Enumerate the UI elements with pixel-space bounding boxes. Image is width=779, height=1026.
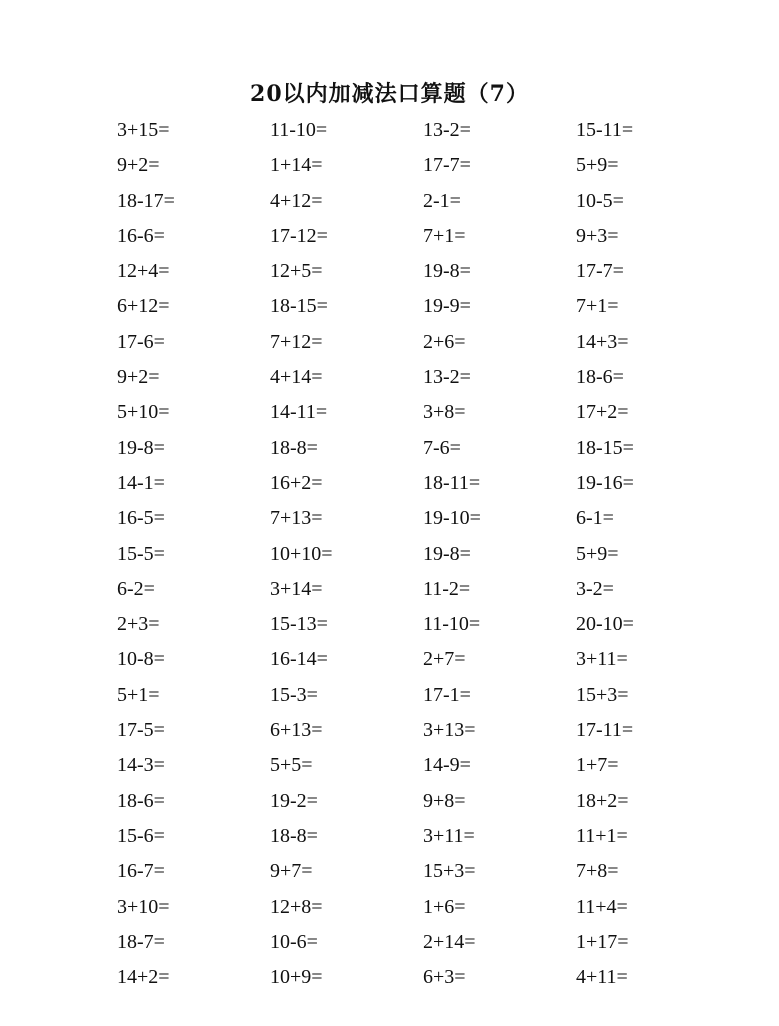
arithmetic-problem: 5+10= <box>117 401 170 424</box>
arithmetic-problem: 1+14= <box>270 154 323 177</box>
arithmetic-problem: 6+3= <box>423 966 466 989</box>
arithmetic-problem: 19-8= <box>423 542 471 565</box>
arithmetic-problem: 18-6= <box>576 366 624 389</box>
arithmetic-problem: 15+3= <box>576 683 629 706</box>
arithmetic-problem: 4+11= <box>576 966 628 989</box>
arithmetic-problem: 18-6= <box>117 789 165 812</box>
arithmetic-problem: 6-1= <box>576 507 614 530</box>
arithmetic-problem: 9+8= <box>423 789 466 812</box>
arithmetic-problem: 6+13= <box>270 719 323 742</box>
arithmetic-problem: 16-7= <box>117 860 165 883</box>
arithmetic-problem: 3+14= <box>270 577 323 600</box>
arithmetic-problem: 11-2= <box>423 577 471 600</box>
arithmetic-problem: 7-6= <box>423 436 461 459</box>
arithmetic-problem: 9+2= <box>117 154 160 177</box>
arithmetic-problem: 10+9= <box>270 966 323 989</box>
arithmetic-problem: 19-16= <box>576 471 634 494</box>
arithmetic-problem: 17-7= <box>576 260 624 283</box>
arithmetic-problem: 7+1= <box>576 295 619 318</box>
arithmetic-problem: 15+3= <box>423 860 476 883</box>
arithmetic-problem: 15-13= <box>270 613 328 636</box>
arithmetic-problem: 7+8= <box>576 860 619 883</box>
arithmetic-problem: 2+7= <box>423 648 466 671</box>
arithmetic-problem: 7+1= <box>423 224 466 247</box>
arithmetic-problem: 5+9= <box>576 154 619 177</box>
arithmetic-problem: 18-15= <box>270 295 328 318</box>
arithmetic-problem: 3+8= <box>423 401 466 424</box>
arithmetic-problem: 16-5= <box>117 507 165 530</box>
arithmetic-problem: 17-5= <box>117 719 165 742</box>
arithmetic-problem: 12+8= <box>270 895 323 918</box>
arithmetic-problem: 11-10= <box>270 119 328 141</box>
arithmetic-problem: 17-7= <box>423 154 471 177</box>
arithmetic-problem: 3-2= <box>576 577 614 600</box>
arithmetic-problem: 17-1= <box>423 683 471 706</box>
arithmetic-problem: 14-11= <box>270 401 328 424</box>
arithmetic-problem: 16+2= <box>270 471 323 494</box>
arithmetic-problem: 19-9= <box>423 295 471 318</box>
arithmetic-problem: 3+10= <box>117 895 170 918</box>
arithmetic-problem: 17-11= <box>576 719 634 742</box>
arithmetic-problem: 11+1= <box>576 824 628 847</box>
arithmetic-problem: 6-2= <box>117 577 155 600</box>
arithmetic-problem: 18-8= <box>270 824 318 847</box>
arithmetic-problem: 12+5= <box>270 260 323 283</box>
arithmetic-problem: 2-1= <box>423 189 461 212</box>
arithmetic-problem: 2+14= <box>423 930 476 953</box>
arithmetic-problem: 2+3= <box>117 613 160 636</box>
arithmetic-problem: 10+10= <box>270 542 333 565</box>
arithmetic-problem: 3+15= <box>117 119 170 141</box>
arithmetic-problem: 16-6= <box>117 224 165 247</box>
arithmetic-problem: 9+7= <box>270 860 313 883</box>
arithmetic-problem: 14+3= <box>576 330 629 353</box>
arithmetic-problem: 19-10= <box>423 507 481 530</box>
arithmetic-problem: 3+11= <box>576 648 628 671</box>
arithmetic-problem: 15-11= <box>576 119 634 141</box>
arithmetic-problem: 18-7= <box>117 930 165 953</box>
arithmetic-problem: 6+12= <box>117 295 170 318</box>
arithmetic-problem: 4+14= <box>270 366 323 389</box>
worksheet-title: 20以内加减法口算题（7） <box>250 81 529 107</box>
arithmetic-problem: 16-14= <box>270 648 328 671</box>
arithmetic-problem: 15-3= <box>270 683 318 706</box>
arithmetic-problem: 18-8= <box>270 436 318 459</box>
arithmetic-problem: 1+17= <box>576 930 629 953</box>
arithmetic-problem: 18-17= <box>117 189 175 212</box>
arithmetic-problem: 11-10= <box>423 613 481 636</box>
arithmetic-problem: 5+9= <box>576 542 619 565</box>
arithmetic-problem: 3+11= <box>423 824 475 847</box>
arithmetic-problem: 11+4= <box>576 895 628 918</box>
arithmetic-problem: 18+2= <box>576 789 629 812</box>
arithmetic-problem: 2+6= <box>423 330 466 353</box>
arithmetic-problem: 14-9= <box>423 754 471 777</box>
arithmetic-problem: 12+4= <box>117 260 170 283</box>
arithmetic-problem: 19-2= <box>270 789 318 812</box>
arithmetic-problem: 19-8= <box>423 260 471 283</box>
arithmetic-problem: 17-6= <box>117 330 165 353</box>
arithmetic-problem: 10-5= <box>576 189 624 212</box>
arithmetic-problem: 4+12= <box>270 189 323 212</box>
arithmetic-problem: 14-1= <box>117 471 165 494</box>
arithmetic-problem: 13-2= <box>423 119 471 141</box>
arithmetic-problem: 14+2= <box>117 966 170 989</box>
arithmetic-problem: 17-12= <box>270 224 328 247</box>
arithmetic-problem: 20-10= <box>576 613 634 636</box>
arithmetic-problem: 14-3= <box>117 754 165 777</box>
arithmetic-problem: 1+6= <box>423 895 466 918</box>
arithmetic-problem: 18-15= <box>576 436 634 459</box>
arithmetic-problem: 18-11= <box>423 471 481 494</box>
arithmetic-problem: 1+7= <box>576 754 619 777</box>
arithmetic-problem: 9+3= <box>576 224 619 247</box>
arithmetic-problem: 3+13= <box>423 719 476 742</box>
arithmetic-problem: 19-8= <box>117 436 165 459</box>
arithmetic-problem: 13-2= <box>423 366 471 389</box>
arithmetic-problem: 15-6= <box>117 824 165 847</box>
arithmetic-problem: 7+12= <box>270 330 323 353</box>
arithmetic-problem: 7+13= <box>270 507 323 530</box>
problem-grid <box>117 113 737 995</box>
arithmetic-problem: 10-6= <box>270 930 318 953</box>
arithmetic-problem: 17+2= <box>576 401 629 424</box>
arithmetic-problem: 10-8= <box>117 648 165 671</box>
arithmetic-problem: 9+2= <box>117 366 160 389</box>
arithmetic-problem: 5+1= <box>117 683 160 706</box>
arithmetic-problem: 15-5= <box>117 542 165 565</box>
arithmetic-problem: 5+5= <box>270 754 313 777</box>
